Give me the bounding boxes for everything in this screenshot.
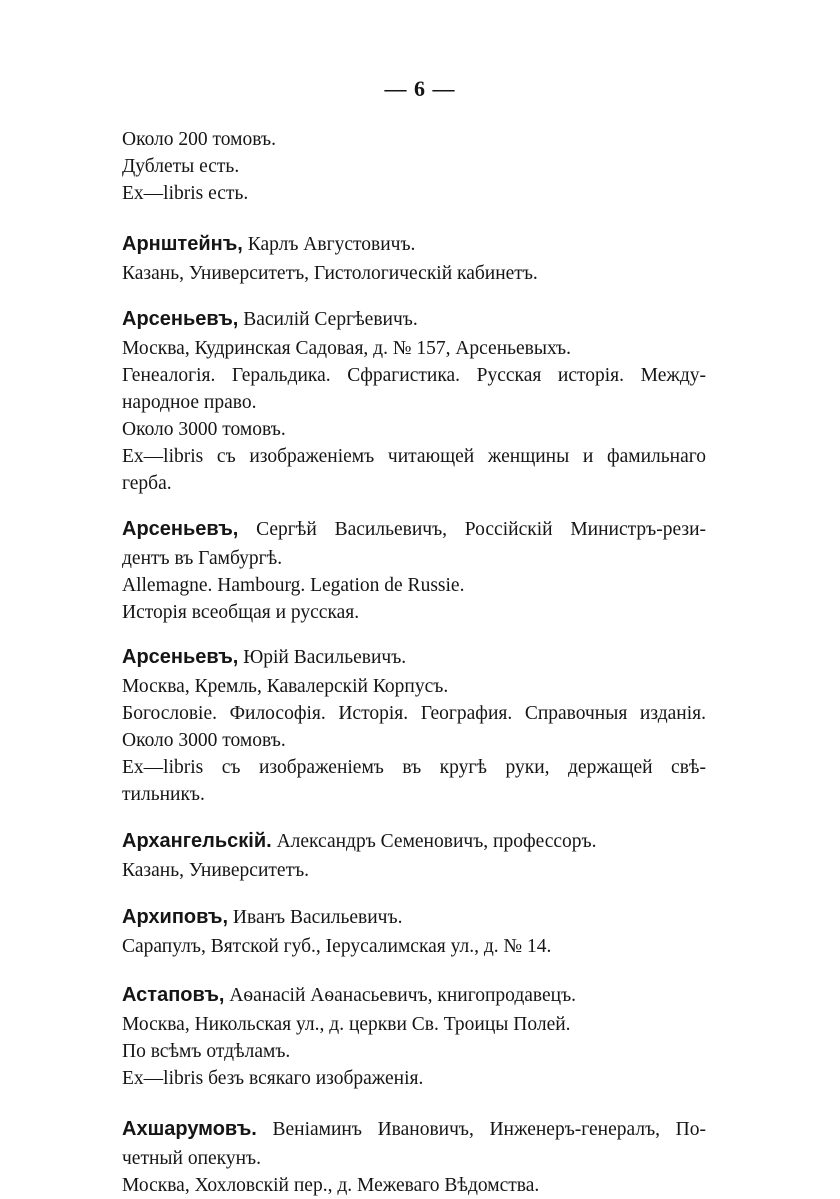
entry-arsenev-yury <box>122 642 706 808</box>
text-line: Ex—libris съ изображеніемъ въ кругѣ руки, держащей свѣ- <box>122 757 706 778</box>
entry-details: Александръ Семеновичъ, профессоръ. <box>271 831 597 852</box>
entry-details: Карлъ Августовичъ. <box>242 234 416 255</box>
entry-name: Ахшарумовъ. <box>122 1118 257 1140</box>
page-content <box>122 126 706 1199</box>
entry-details: Веніаминъ Ивановичъ, Инженеръ-генералъ, По- <box>256 1119 706 1140</box>
text-line: Казань, Университетъ, Гистологическій кабинетъ. <box>122 263 538 284</box>
text-line: Ex—libris безъ всякаго изображенія. <box>122 1068 424 1089</box>
entry-details: Василій Сергѣевичъ. <box>238 309 418 330</box>
entry-name: Арсеньевъ, <box>122 518 239 540</box>
intro-block <box>122 126 706 207</box>
entry-arkhangelsky <box>122 826 706 884</box>
text-line: Москва, Хохловскій пер., д. Межеваго Вѣдомства. <box>122 1175 540 1196</box>
entry-heading <box>122 902 706 933</box>
entry-details: Иванъ Васильевичъ. <box>228 907 403 928</box>
text-line: Казань, Университетъ. <box>122 860 310 881</box>
text-line: Ex—libris есть. <box>122 183 249 204</box>
entry-arsenev-sergey <box>122 514 706 626</box>
entry-name: Арнштейнъ, <box>122 233 243 255</box>
text-line: Исторія всеобщая и русская. <box>122 602 360 623</box>
entry-heading <box>122 304 706 335</box>
entry-name: Архангельскій. <box>122 830 272 852</box>
entry-arkhipov <box>122 902 706 960</box>
text-line: Около 200 томовъ. <box>122 129 276 150</box>
text-line: Сарапулъ, Вятской губ., Іерусалимская ул., д. № 14. <box>122 936 552 957</box>
entry-name: Арсеньевъ, <box>122 646 239 668</box>
entry-astapov <box>122 980 706 1092</box>
entry-name: Архиповъ, <box>122 906 229 928</box>
entry-arsenev-vasily <box>122 304 706 497</box>
text-line: Около 3000 томовъ. <box>122 730 286 751</box>
entry-details: Сергѣй Васильевичъ, Россійскій Министръ-рези- <box>238 519 706 540</box>
text-line: Москва, Никольская ул., д. церкви Св. Троицы Полей. <box>122 1014 571 1035</box>
entry-heading <box>122 980 706 1011</box>
entry-details: Юрій Васильевичъ. <box>238 647 407 668</box>
entry-details-continued: дентъ въ Гамбургѣ. <box>122 548 283 569</box>
entry-heading <box>122 642 706 673</box>
text-line: народное право. <box>122 392 257 413</box>
text-line: Москва, Кремль, Кавалерскій Корпусъ. <box>122 676 449 697</box>
text-line: Около 3000 томовъ. <box>122 419 286 440</box>
entry-akhsharumov <box>122 1114 706 1199</box>
text-line: Москва, Кудринская Садовая, д. № 157, Арсеньевыхъ. <box>122 338 571 359</box>
entry-name: Астаповъ, <box>122 984 225 1006</box>
entry-heading <box>122 1114 706 1145</box>
text-line: Allemagne. Hambourg. Legation de Russie. <box>122 575 465 596</box>
text-line: Генеалогія. Геральдика. Сфрагистика. Русская исторія. Между- <box>122 365 706 386</box>
text-line: По всѣмъ отдѣламъ. <box>122 1041 291 1062</box>
entry-details: Аѳанасій Аѳанасьевичъ, книгопродавецъ. <box>224 985 577 1006</box>
text-line: тильникъ. <box>122 784 205 805</box>
entry-name: Арсеньевъ, <box>122 308 239 330</box>
entry-heading <box>122 514 706 545</box>
entry-heading <box>122 229 706 260</box>
text-line: герба. <box>122 473 172 494</box>
text-line: Дублеты есть. <box>122 156 240 177</box>
text-line: Богословіе. Философія. Исторія. География. Справочныя изданія. <box>122 703 706 724</box>
text-line: Ex—libris съ изображеніемъ читающей женщины и фамильнаго <box>122 446 706 467</box>
entry-heading <box>122 826 706 857</box>
entry-details-continued: четный опекунъ. <box>122 1148 262 1169</box>
entry-arnshtein <box>122 229 706 287</box>
page-number: — 6 — <box>384 76 456 101</box>
